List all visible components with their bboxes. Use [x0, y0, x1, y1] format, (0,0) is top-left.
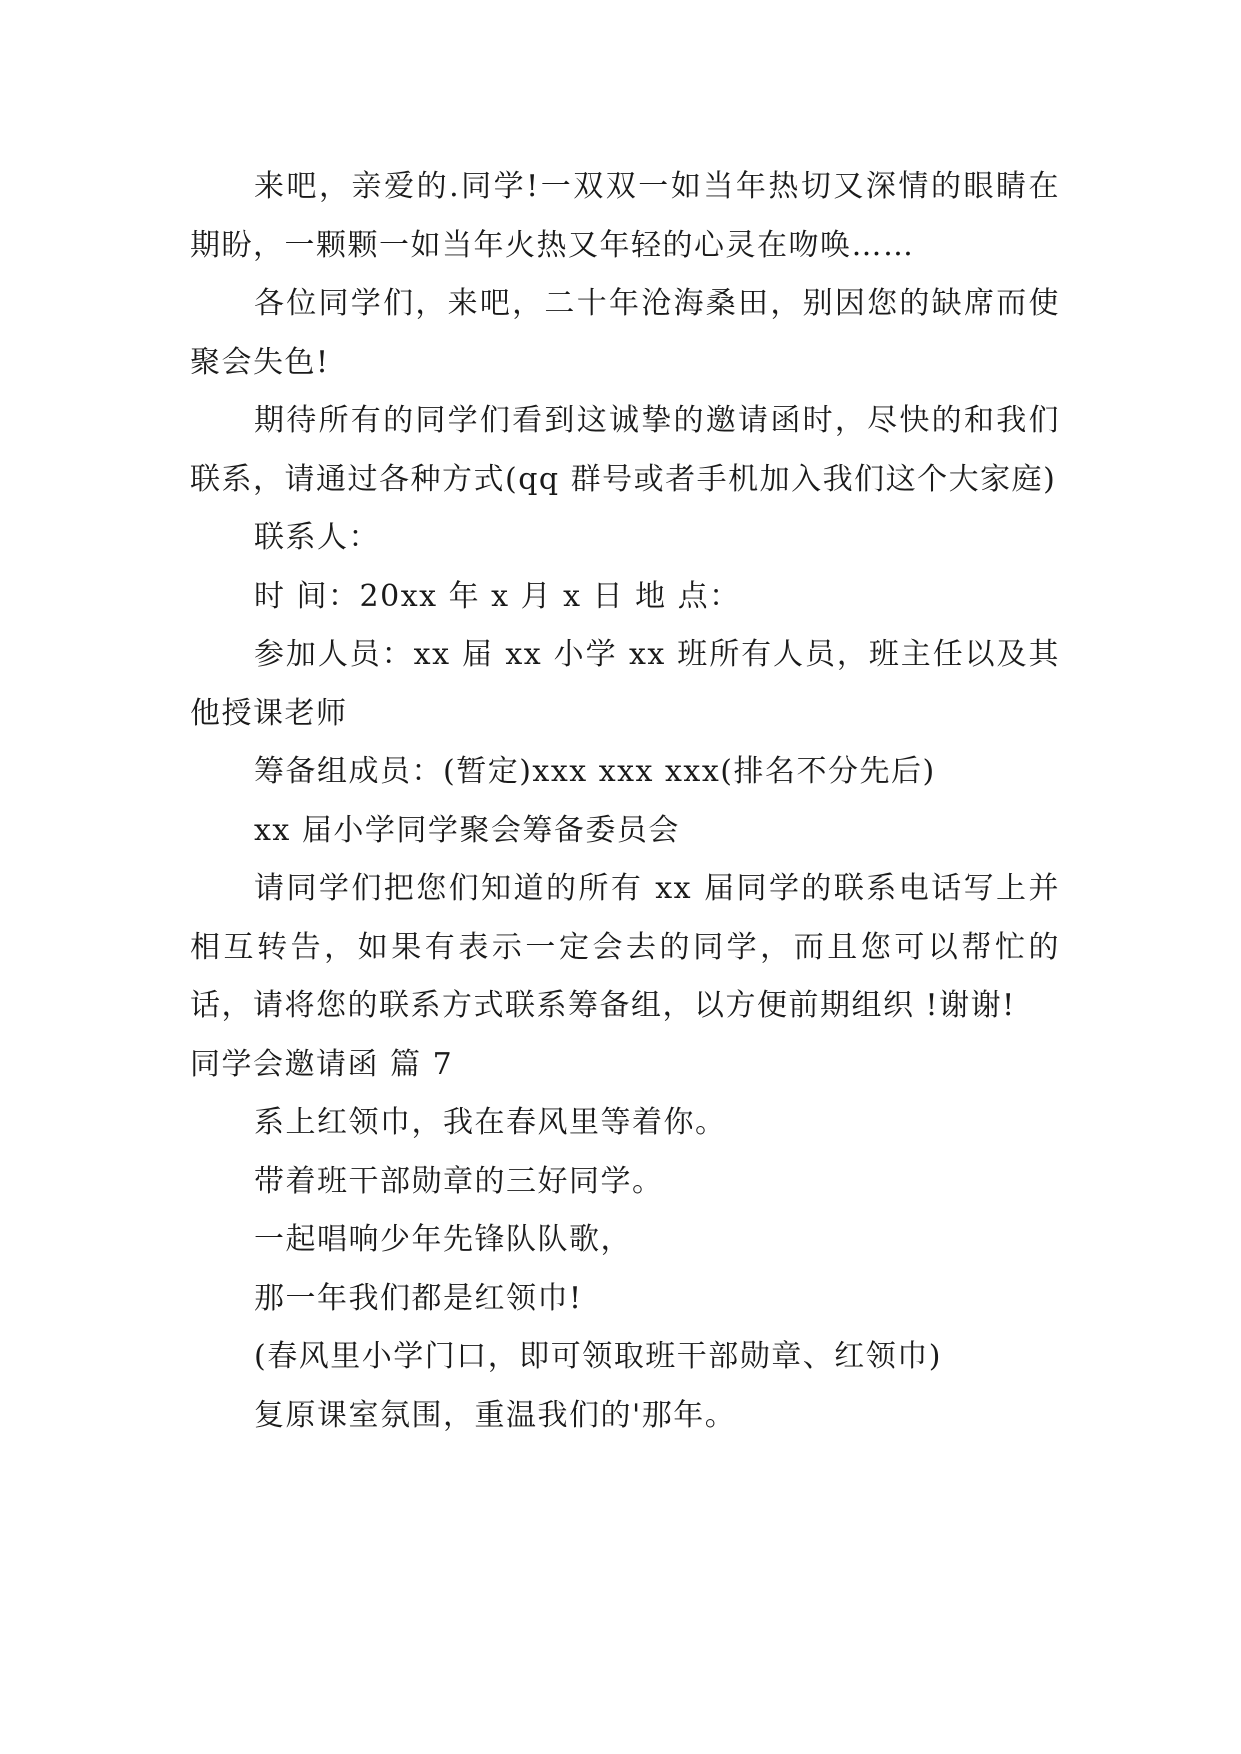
paragraph-song: 一起唱响少年先锋队队歌，	[254, 1222, 632, 1257]
paragraph-organizers: 筹备组成员：(暂定)xxx xxx xxx(排名不分先后)	[254, 754, 936, 789]
paragraph-time-location: 时 间：20xx 年 x 月 x 日 地 点：	[254, 578, 741, 614]
paragraph-that-year: 那一年我们都是红领巾!	[254, 1280, 583, 1316]
paragraph-invitation-call: 来吧，亲爱的.同学!一双双一如当年热切又深情的眼睛在期盼，一颗颗一如当年火热又年轻的心灵在吻唤……	[190, 169, 1060, 263]
paragraph-red-scarf: 系上红领巾，我在春风里等着你。	[254, 1105, 727, 1140]
paragraph-contact-request: 期待所有的同学们看到这诚挚的邀请函时，尽快的和我们联系，请通过各种方式(qq 群号或者手机加入我们这个大家庭)	[190, 403, 1060, 497]
paragraph-school-gate: (春风里小学门口，即可领取班干部勋章、红领巾)	[254, 1339, 942, 1374]
document-body	[190, 158, 1060, 1445]
paragraph-phone-request: 请同学们把您们知道的所有 xx 届同学的联系电话写上并相互转告，如果有表示一定会去的同学，而且您可以帮忙的话，请将您的联系方式联系筹备组，以方便前期组织 !谢谢!	[190, 871, 1060, 1023]
paragraph-dont-miss: 各位同学们，来吧，二十年沧海桑田，别因您的缺席而使聚会失色!	[190, 286, 1060, 380]
paragraph-committee: xx 届小学同学聚会筹备委员会	[254, 812, 680, 848]
paragraph-participants: 参加人员：xx 届 xx 小学 xx 班所有人员，班主任以及其他授课老师	[190, 637, 1060, 731]
section-heading: 同学会邀请函 篇 7	[190, 1046, 454, 1082]
paragraph-badge: 带着班干部勋章的三好同学。	[254, 1163, 664, 1199]
paragraph-contact-person: 联系人：	[254, 520, 380, 555]
paragraph-classroom: 复原课室氛围，重温我们的'那年。	[254, 1397, 737, 1433]
